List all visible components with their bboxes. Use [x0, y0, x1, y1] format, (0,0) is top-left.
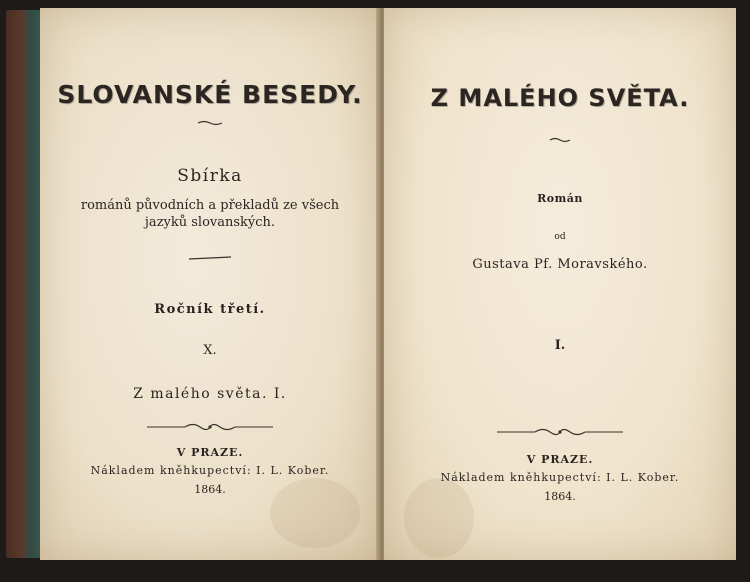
collection-desc-line-1: románů původních a překladů ze všech: [80, 198, 340, 213]
ornament-dash-icon: [549, 137, 571, 143]
year-label: 1864.: [544, 490, 576, 503]
book-title: Z MALÉHO SVĚTA.: [430, 84, 690, 112]
book-name: Z malého světa. I.: [133, 386, 287, 402]
flourish-icon: [145, 422, 275, 432]
by-label: od: [554, 232, 566, 242]
series-title: SLOVANSKÉ BESEDY.: [57, 80, 363, 109]
ornament-flourish: [40, 422, 380, 432]
open-book: [30, 8, 742, 564]
publisher-label: Nákladem kněhkupectví: I. L. Kober.: [90, 464, 330, 477]
ornament-small: [40, 120, 380, 126]
ornament-flourish: [384, 427, 736, 437]
ornament-small: [384, 137, 736, 143]
city-label: V PRAZE.: [176, 446, 244, 459]
city-label: V PRAZE.: [526, 453, 594, 466]
author-label: Gustava Pf. Moravského.: [472, 257, 648, 272]
publisher-label: Nákladem kněhkupectví: I. L. Kober.: [440, 471, 680, 484]
collection-label: Sbírka: [177, 166, 243, 186]
year-label: 1864.: [194, 483, 226, 496]
genre-label: Román: [537, 192, 583, 205]
ornament-rule: [40, 255, 380, 261]
volume-label: Ročník třetí.: [154, 302, 266, 317]
ornament-line-icon: [187, 255, 233, 261]
left-page: [40, 8, 382, 560]
part-label: I.: [554, 338, 566, 353]
collection-desc-line-2: jazyků slovanských.: [144, 215, 276, 230]
ornament-dash-icon: [197, 120, 223, 126]
flourish-icon: [495, 427, 625, 437]
right-page: [384, 8, 736, 560]
number-label: X.: [203, 343, 217, 358]
